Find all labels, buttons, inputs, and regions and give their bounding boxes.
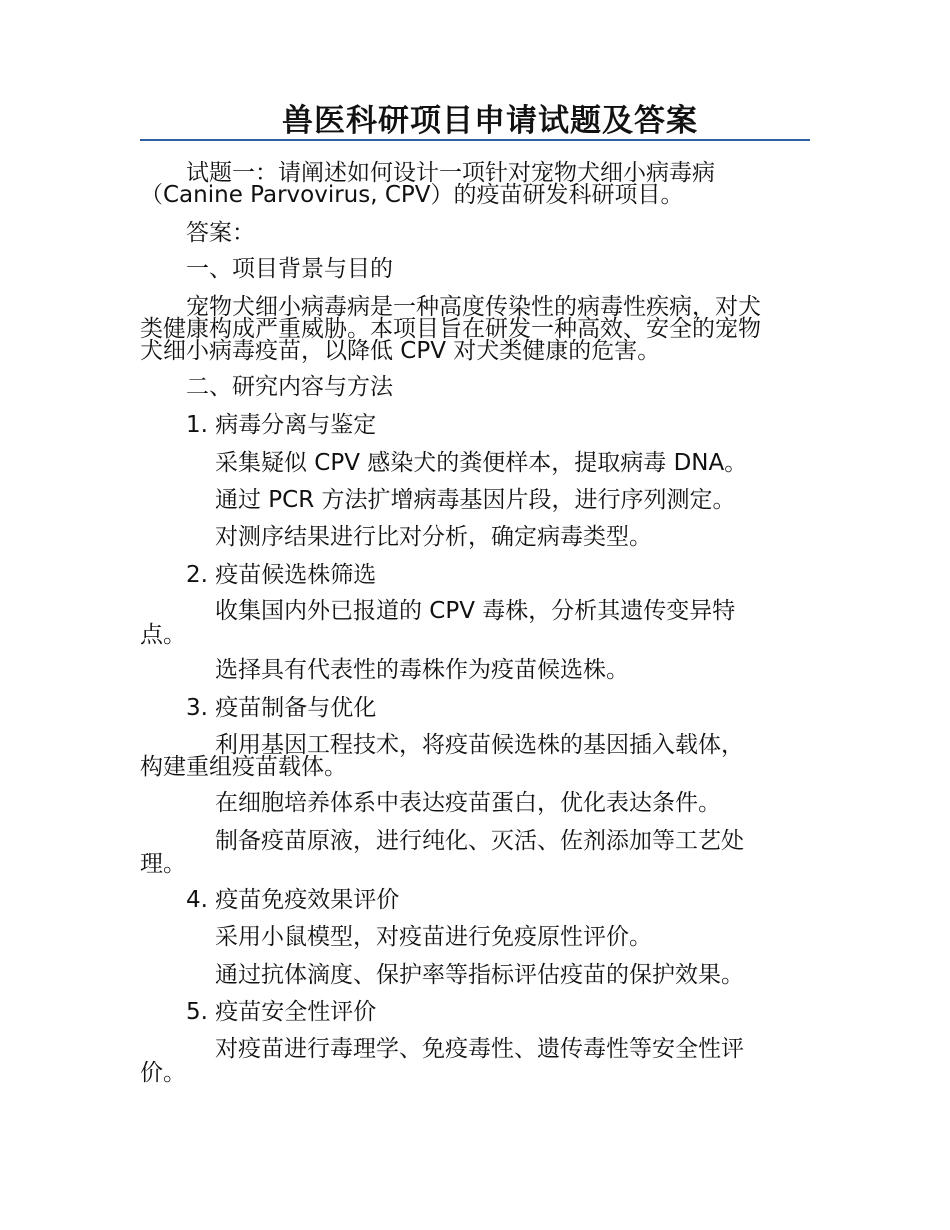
item-3-bullet-1: 利用基因工程技术，将疫苗候选株的基因插入载体，	[215, 732, 744, 758]
item-5-bullet-1-cont: 价。	[140, 1060, 186, 1086]
item-3-bullet-1-cont: 构建重组疫苗载体。	[140, 754, 347, 780]
item-1-bullet-2: 通过 PCR 方法扩增病毒基因片段，进行序列测定。	[215, 487, 736, 513]
item-5-title: 5. 疫苗安全性评价	[186, 999, 377, 1025]
document-title: 兽医科研项目申请试题及答案	[282, 103, 698, 139]
item-3-bullet-3-cont: 理。	[140, 851, 186, 877]
section-heading-methods: 二、研究内容与方法	[186, 374, 393, 400]
item-4-bullet-2: 通过抗体滴度、保护率等指标评估疫苗的保护效果。	[215, 962, 744, 988]
item-3-bullet-2: 在细胞培养体系中表达疫苗蛋白，优化表达条件。	[215, 790, 721, 816]
item-4-title: 4. 疫苗免疫效果评价	[186, 887, 400, 913]
item-4-bullet-1: 采用小鼠模型，对疫苗进行免疫原性评价。	[215, 924, 652, 950]
item-2-title: 2. 疫苗候选株筛选	[186, 562, 377, 588]
item-1-bullet-3: 对测序结果进行比对分析，确定病毒类型。	[215, 524, 652, 550]
item-3-title: 3. 疫苗制备与优化	[186, 695, 377, 721]
background-paragraph-line-1: 宠物犬细小病毒病是一种高度传染性的病毒性疾病，对犬	[186, 294, 761, 320]
section-heading-background: 一、项目背景与目的	[186, 256, 393, 282]
item-3-bullet-3: 制备疫苗原液，进行纯化、灭活、佐剂添加等工艺处	[215, 828, 744, 854]
title-underline	[140, 139, 810, 141]
item-1-title: 1. 病毒分离与鉴定	[186, 412, 377, 438]
background-paragraph-line-3: 犬细小病毒疫苗，以降低 CPV 对犬类健康的危害。	[140, 338, 661, 364]
answer-label: 答案：	[186, 220, 255, 246]
item-2-bullet-1: 收集国内外已报道的 CPV 毒株，分析其遗传变异特	[215, 598, 736, 624]
item-2-bullet-1-cont: 点。	[140, 622, 186, 648]
item-2-bullet-2: 选择具有代表性的毒株作为疫苗候选株。	[215, 657, 629, 683]
item-5-bullet-1: 对疫苗进行毒理学、免疫毒性、遗传毒性等安全性评	[215, 1036, 744, 1062]
background-paragraph-line-2: 类健康构成严重威胁。本项目旨在研发一种高效、安全的宠物	[140, 316, 761, 342]
item-1-bullet-1: 采集疑似 CPV 感染犬的粪便样本，提取病毒 DNA。	[215, 450, 748, 476]
question-line-2: （Canine Parvovirus, CPV）的疫苗研发科研项目。	[140, 182, 684, 208]
question-line-1: 试题一：请阐述如何设计一项针对宠物犬细小病毒病	[186, 160, 715, 186]
